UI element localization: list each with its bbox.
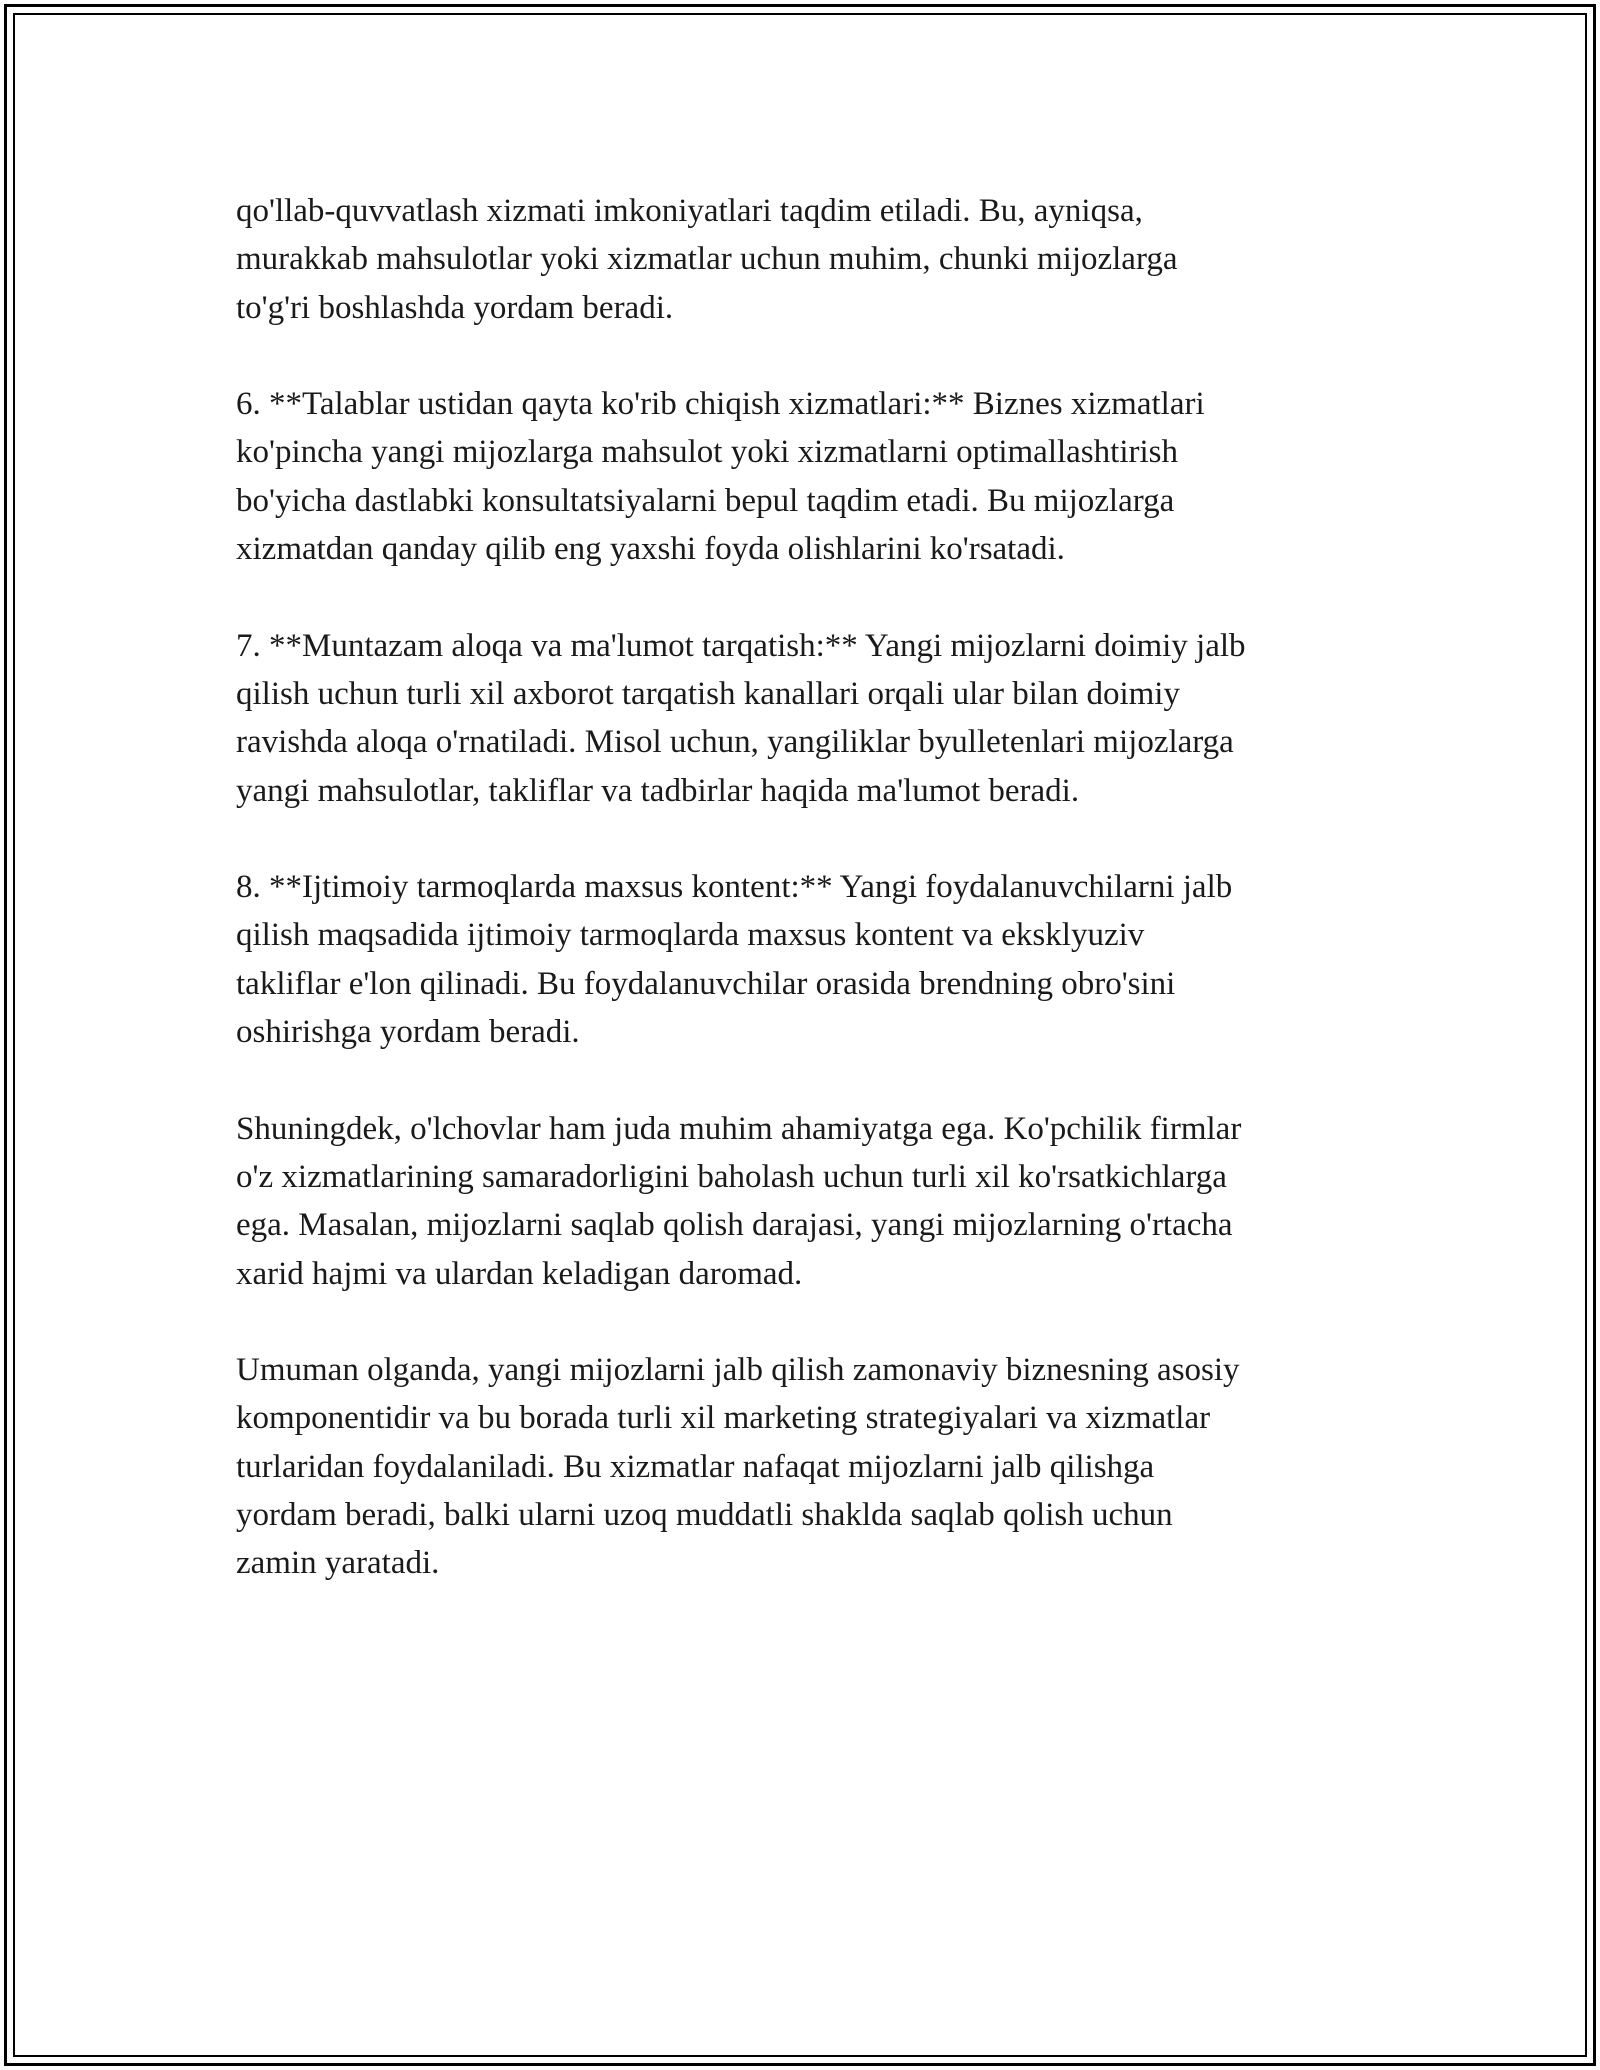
paragraph-conclusion: Umuman olganda, yangi mijozlarni jalb qilish zamonaviy biznesning asosiy komponentidir va bu borada turli xil marketing strategiyalari va xizmatlar turlaridan foydalaniladi. Bu xizmatlar nafaqat mijozlarni jalb qilishga yordam beradi, balki ularni uzoq muddatli shaklda saqlab qolish uchun zamin yaratadi.: [236, 1352, 1240, 1582]
paragraph-metrics: Shuningdek, o'lchovlar ham juda muhim ahamiyatga ega. Ko'pchilik firmlar o'z xizmatlarining samaradorligini baholash uchun turli xil ko'rsatkichlarga ega. Masalan, mijozlarni saqlab qolish darajasi, yangi mijozlarning o'rtacha xarid hajmi va ulardan keladigan daromad.: [236, 1110, 1242, 1292]
paragraph-item-6: 6. **Talablar ustidan qayta ko'rib chiqish xizmatlari:** Biznes xizmatlari ko'pincha yangi mijozlarga mahsulot yoki xizmatlarni optimallashtirish bo'yicha dastlabki konsultatsiyalarni bepul taqdim etadi. Bu mijozlarga xizmatdan qanday qilib eng yaxshi foyda olishlarini ko'rsatadi.: [236, 386, 1205, 568]
paragraph-item-7: 7. **Muntazam aloqa va ma'lumot tarqatish:** Yangi mijozlarni doimiy jalb qilish uchun turli xil axborot tarqatish kanallari orqali ular bilan doimiy ravishda aloqa o'rnatiladi. Misol uchun, yangiliklar byulletenlari mijozlarga yangi mahsulotlar, takliflar va tadbirlar haqida ma'lumot beradi.: [236, 627, 1246, 809]
document-body: [236, 187, 1386, 1636]
paragraph-support-services: qo'llab-quvvatlash xizmati imkoniyatlari taqdim etiladi. Bu, ayniqsa, murakkab mahsulotlar yoki xizmatlar uchun muhim, chunki mijozlarga to'g'ri boshlashda yordam beradi.: [236, 193, 1178, 326]
paragraph-item-8: 8. **Ijtimoiy tarmoqlarda maxsus kontent:** Yangi foydalanuvchilarni jalb qilish maqsadida ijtimoiy tarmoqlarda maxsus kontent va eksklyuziv takliflar e'lon qilinadi. Bu foydalanuvchilar orasida brendning obro'sini oshirishga yordam beradi.: [236, 869, 1233, 1051]
